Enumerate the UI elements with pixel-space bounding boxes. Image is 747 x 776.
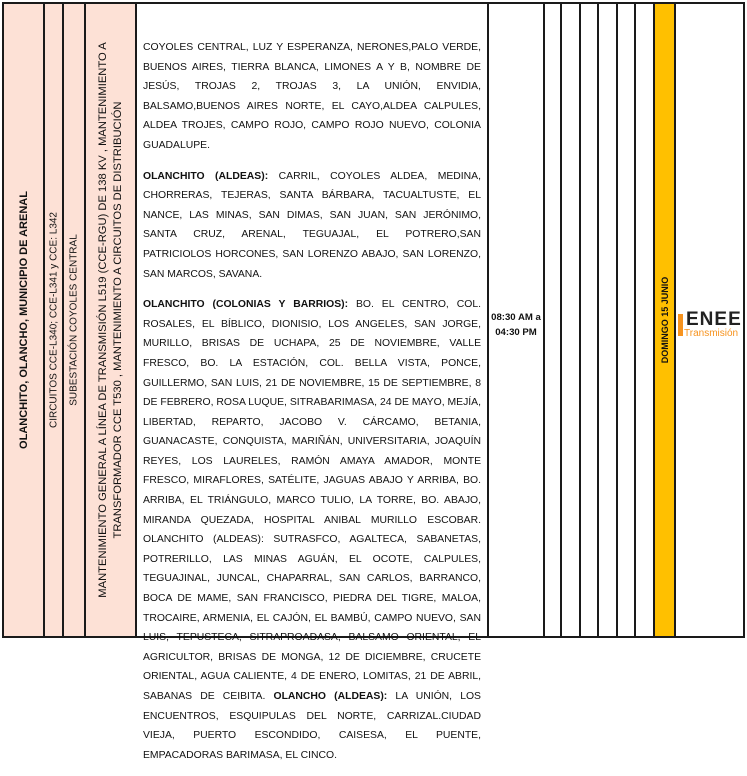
- empty-cell-6: [636, 4, 655, 636]
- areas-paragraph-1: COYOLES CENTRAL, LUZ Y ESPERANZA, NERONES,PALO VERDE, BUENOS AIRES, TIERRA BLANCA, LIMONES A Y B, NOMBRE DE JESÚS, TROJAS 2, TROJAS 3, LA UNIÓN, ENVIDIA, BALSAMO,BUENOS AIRES NORTE, EL CAYO,ALDEA CALPULES, ALDEA TROJES, CAMPO ROJO, CAMPO ROJO NUEVO, COLONIA GUADALUPE.: [143, 42, 481, 151]
- logo-subtitle: Transmisión: [684, 328, 739, 339]
- empty-cell-3: [581, 4, 599, 636]
- enee-logo-icon: [678, 314, 683, 336]
- time-cell: [489, 4, 545, 636]
- empty-cell-5: [618, 4, 636, 636]
- work-description-text: MANTENIMIENTO GENERAL A LÍNEA DE TRANSMISIÓN L519 (CCE-RGU) DE 138 KV , MANTENIMIENTO A TRANSFORMADOR CCE T530 , MANTENIMIENTO A CIRCUITOS DE DISTRIBUCIÓN: [96, 42, 124, 598]
- areas-label-olanchito-aldeas: OLANCHITO (ALDEAS):: [143, 170, 269, 182]
- empty-cell-4: [599, 4, 618, 636]
- substation-cell: [64, 4, 86, 636]
- empty-cell-2: [562, 4, 581, 636]
- date-cell: [655, 4, 676, 636]
- areas-list-aldeas: CARRIL, COYOLES ALDEA, MEDINA, CHORRERAS, TEJERAS, SANTA BÁRBARA, TACUALTUSTE, EL NANCE, LAS MINAS, SAN DIMAS, SAN JUAN, SAN JERÓNIMO, SANTA CRUZ, ARENAL, TEGUAJAL, EL POTRERO,SAN PATRICIOLOS HORCONES, SAN LORENZO ABAJO, SAN LORENZO, SAN MARCOS, SAVANA.: [143, 170, 481, 280]
- empty-cell-1: [545, 4, 562, 636]
- circuits-cell: [45, 4, 64, 636]
- substation-text: SUBESTACIÓN COYOLES CENTRAL: [68, 234, 80, 406]
- affected-areas-cell: [137, 4, 489, 761]
- logo-title: ENEE: [686, 309, 742, 330]
- circuits-text: CIRCUITOS CCE-L340; CCE-L341 y CCE: L342: [48, 211, 59, 429]
- outage-schedule-table: [2, 2, 745, 761]
- work-description-cell: [86, 4, 137, 636]
- areas-label-olancho-aldeas: OLANCHO (ALDEAS):: [273, 691, 388, 702]
- affected-areas-text: [143, 38, 481, 776]
- time-end: 04:30 PM: [495, 327, 537, 338]
- logo-cell: [676, 4, 743, 636]
- areas-list-olancho: LA UNIÓN, LOS ENCUENTROS, ESQUIPULAS DEL NORTE, CARRIZAL.CIUDAD VIEJA, PUERTO ESCONDIDO, CAISESA, EL PUENTE, EMPACADORAS BARIMASA, EL CINCO.: [143, 691, 481, 761]
- location-cell: [4, 4, 45, 636]
- areas-paragraph-2: [143, 167, 481, 285]
- date-text: DOMINGO 15 JUNIO: [659, 276, 670, 364]
- time-range: [489, 310, 543, 340]
- areas-label-colonias: OLANCHITO (COLONIAS Y BARRIOS):: [143, 299, 349, 311]
- enee-logo: [678, 309, 747, 342]
- areas-list-colonias: BO. EL CENTRO, COL. ROSALES, EL BÍBLICO, DIONISIO, LOS ANGELES, SAN JORGE, MURILLO, BRISAS DE UCHAPA, 25 DE NOVIEMBRE, VALLE FRESCO, BO. LA ESTACIÓN, COL. BELLA VISTA, PONCE, GUILLERMO, SAN LUIS, 21 DE NOVIEMBRE, 15 DE SEPTIEMBRE, 8 DE FEBRERO, ROSA LUQUE, SITRABARIMASA, 24 DE MAYO, MEJÍA, LIBERTAD, REPARTO, JACOBO V. CÁRCAMO, BETANIA, GUANACASTE, CONQUISTA, MARIÑÁN, UNIVERSITARIA, JOAQUÍN REYES, LOS LAURELES, RAMÓN AMAYA AMADOR, MONTE FRESCO, MIRAFLORES, SATÉLITE, JAGUAS ABAJO Y ARRIBA, BO. ARRIBA, EL TRIÁNGULO, MARCO TULIO, LA TORRE, BO. ABAJO, MIRANDA QUEZADA, HOSPITAL ANIBAL MURILLO ESCOBAR. OLANCHITO (ALDEAS): SUTRASFCO, AGALTECA, SABANETAS, POTRERILLO, LAS MINAS AGUÁN, EL OCOTE, CALPULES, TEGUAJINAL, JUNCAL, CHAPARRAL, SAN CARLOS, BARRANCO, BOCA DE MAME, SAN FRANCISCO, PIEDRA DEL TIGRE, MALOA, TROCAIRE, ARMENIA, EL CAJÓN, EL BAMBÚ, CAMPO NUEVO, SAN LUIS, TEPUSTECA, SITRAPROADASA, BALSAMO ORIENTAL, EL AGRICULTOR, BRISAS DE MONGA, 12 DE DICIEMBRE, CRUCETE ORIENTAL, AGUA CALIENTE, 4 DE ENERO, LOMITAS, 21 DE ABRIL, SABANAS DE CEIBITA.: [143, 299, 481, 702]
- areas-paragraph-3: [143, 295, 481, 765]
- location-text: OLANCHITO, OLANCHO, MUNICIPIO DE ARENAL: [17, 191, 30, 449]
- time-start: 08:30 AM a: [491, 312, 541, 323]
